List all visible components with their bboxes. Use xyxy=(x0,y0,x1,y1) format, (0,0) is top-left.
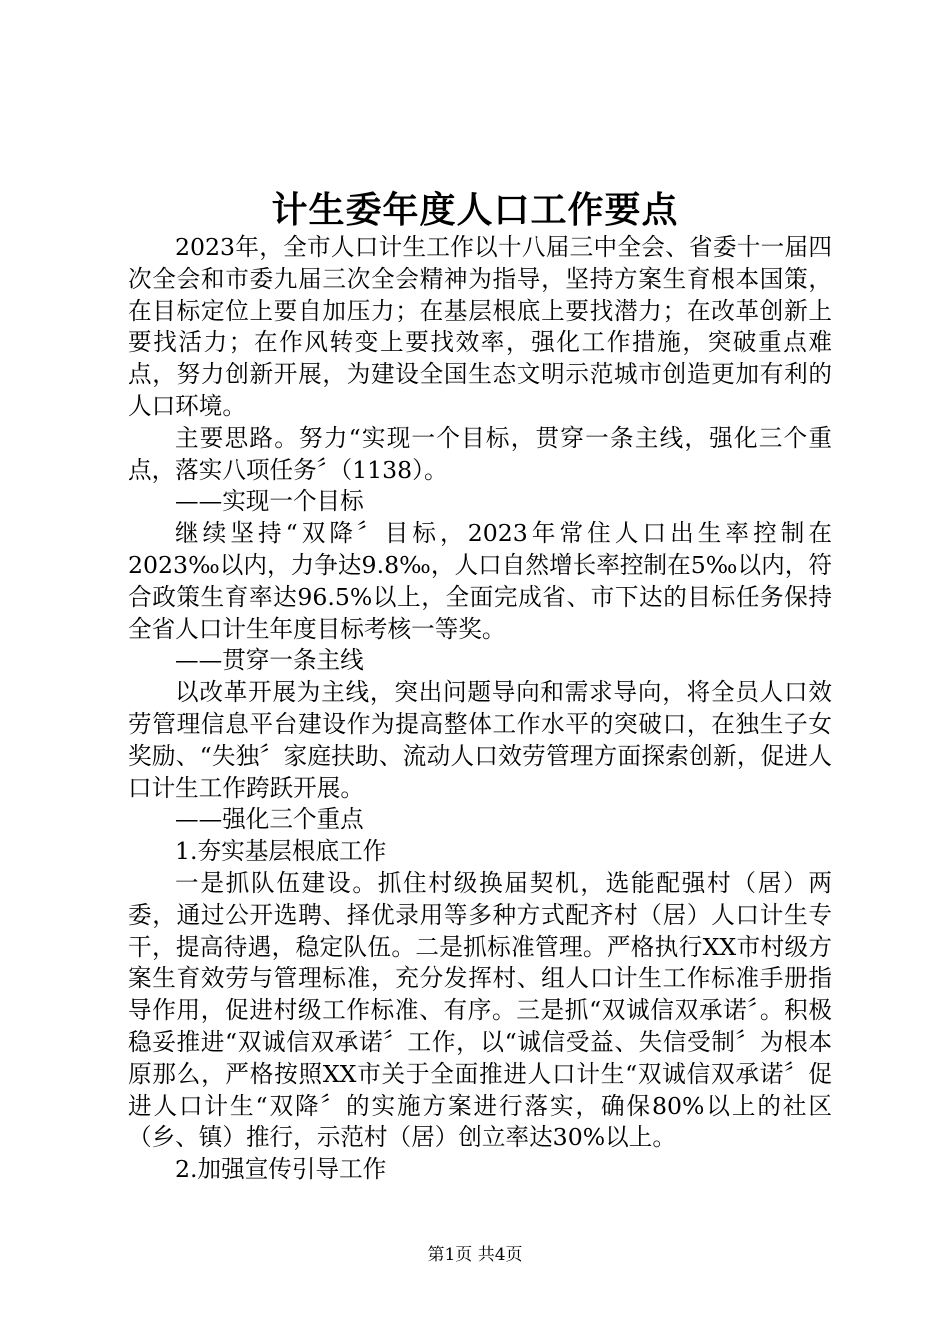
page-footer: 第1页 共4页 xyxy=(427,1245,523,1265)
paragraph-grassroots: 一是抓队伍建设。抓住村级换届契机，选能配强村（居）两委，通过公开选聘、择优录用等多种方式配齐村（居）人口计生专干，提高待遇，稳定队伍。二是抓标准管理。严格执行XX市村级方案生育效劳与管理标准，充分发挥村、组人口计生工作标准手册指导作用，促进村级工作标准、有序。三是抓“双诚信双承诺〞。积极稳妥推进“双诚信双承诺〞工作，以“诚信受益、失信受制〞为根本原那么，严格按照XX市关于全面推进人口计生“双诚信双承诺〞促进人口计生“双降〞的实施方案进行落实，确保80%以上的社区（乡、镇）推行，示范村（居）创立率达30%以上。 xyxy=(128,868,832,1152)
section-heading-three-focus: ——强化三个重点 xyxy=(175,805,364,834)
subheading-publicity: 2.加强宣传引导工作 xyxy=(175,1155,387,1184)
paragraph-main-line: 以改革开展为主线，突出问题导向和需求导向，将全员人口效劳管理信息平台建设作为提高整体工作水平的突破口，在独生子女奖励、“失独〞家庭扶助、流动人口效劳管理方面探索创新，促进人口计生工作跨跃开展。 xyxy=(128,678,832,802)
paragraph-intro: 2023年，全市人口计生工作以十八届三中全会、省委十一届四次全会和市委九届三次全会精神为指导，坚持方案生育根本国策，在目标定位上要自加压力；在基层根底上要找潜力；在改革创新上要找活力；在作风转变上要找效率，强化工作措施，突破重点难点，努力创新开展，为建设全国生态文明示范城市创造更加有利的人口环境。 xyxy=(128,233,832,420)
section-heading-one-goal: ——实现一个目标 xyxy=(175,487,364,516)
document-title: 计生委年度人口工作要点 xyxy=(271,189,679,231)
section-heading-main-line: ——贯穿一条主线 xyxy=(175,646,364,675)
subheading-grassroots: 1.夯实基层根底工作 xyxy=(175,837,387,866)
paragraph-one-goal: 继续坚持“双降〞目标，2023年常住人口出生率控制在2023‰以内，力争达9.8‰，人口自然增长率控制在5‰以内，符合政策生育率达96.5%以上，全面完成省、市下达的目标任务保持全省人口计生年度目标考核一等奖。 xyxy=(128,519,832,643)
paragraph-main-idea: 主要思路。努力“实现一个目标，贯穿一条主线，强化三个重点，落实八项任务〞（1138）。 xyxy=(128,423,832,484)
document-body xyxy=(128,232,832,1186)
